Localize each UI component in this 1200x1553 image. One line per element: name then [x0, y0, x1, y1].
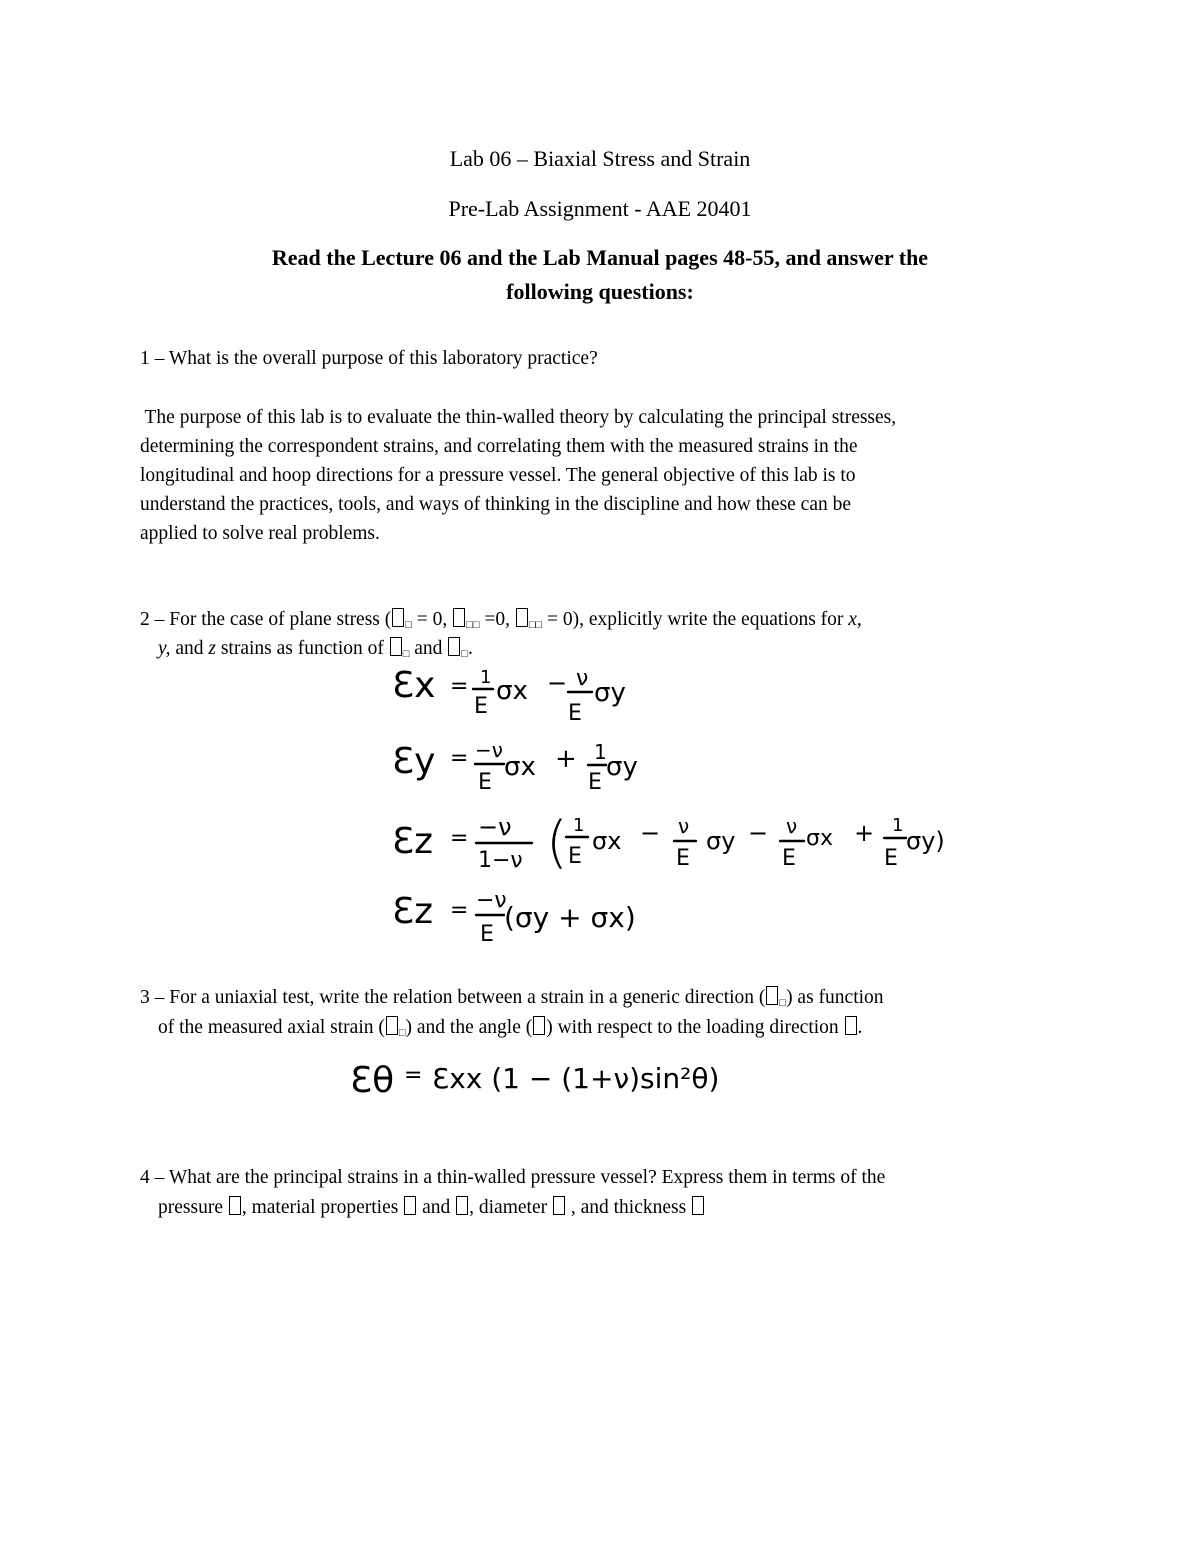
eq-num: −ν: [476, 888, 507, 913]
handwritten-equation-4: [392, 888, 636, 947]
missing-glyph-icon: [392, 608, 404, 627]
missing-glyph-icon: [453, 608, 465, 627]
eq-var: σx: [592, 827, 622, 855]
eq-den: E: [568, 844, 582, 869]
q2-text: = 0,: [411, 609, 453, 630]
q3-text: of the measured axial strain (: [158, 1017, 385, 1038]
eq-var: σy: [606, 752, 638, 782]
eq-body: (σy + σx): [504, 901, 636, 934]
q2-text: =0,: [479, 609, 515, 630]
eq-op: −: [547, 669, 568, 697]
eq-var: σy: [594, 678, 626, 708]
eq-sign: =: [450, 826, 469, 851]
missing-glyph-icon: □: [461, 648, 468, 660]
handwritten-equation-2: [392, 738, 638, 795]
instruction-text: [150, 241, 1050, 309]
eq-den: E: [782, 846, 796, 871]
eq-sign: =: [404, 1063, 423, 1088]
question-1: 1 – What is the overall purpose of this laboratory practice?: [140, 348, 598, 369]
missing-glyph-icon: [553, 1196, 565, 1215]
q2-text: .: [467, 638, 473, 659]
question-4-line-2: [158, 1193, 705, 1223]
question-3-line-2: [158, 1013, 862, 1048]
q3-text: ) as function: [786, 987, 884, 1008]
answer-1-line: determining the correspondent strains, and correlating them with the measured strains in the: [140, 436, 858, 457]
eq-num: 1: [480, 667, 492, 688]
instruction-line-2: following questions:: [506, 279, 694, 304]
answer-1-line: longitudinal and hoop directions for a pressure vessel. The general objective of this lab is to: [140, 465, 856, 486]
q3-text: .: [857, 1017, 863, 1038]
eq-num: ν: [786, 814, 798, 838]
handwritten-equation-1: [392, 665, 626, 726]
missing-glyph-icon: □: [398, 1027, 406, 1039]
answer-1-line: The purpose of this lab is to evaluate the thin-walled theory by calculating the principal stresses,: [140, 407, 897, 428]
eq-den: E: [884, 846, 898, 871]
eq-num: −ν: [478, 813, 512, 841]
eq-op: −: [640, 819, 661, 847]
document-subtitle: Pre-Lab Assignment - AAE 20401: [448, 196, 752, 221]
eq-den: E: [588, 770, 602, 795]
eq-sign: =: [450, 746, 469, 771]
eq-sign: =: [450, 898, 469, 923]
q2-var-y: y,: [158, 638, 171, 659]
eq-paren: (: [546, 810, 568, 875]
eq-var: σx: [504, 752, 536, 782]
missing-glyph-icon: [533, 1016, 545, 1035]
q2-text: and: [409, 638, 448, 659]
q2-var-x: x,: [848, 609, 862, 630]
answer-1-line: applied to solve real problems.: [140, 523, 380, 544]
q2-text: 2 – For the case of plane stress (: [140, 609, 392, 630]
q2-var-z: z: [208, 638, 216, 659]
eq-op: −: [748, 819, 769, 847]
eq-num: ν: [576, 666, 589, 691]
q4-text: , and thickness: [565, 1197, 692, 1218]
missing-glyph-icon: [386, 1016, 398, 1035]
missing-glyph-icon: □: [779, 997, 787, 1009]
handwritten-equation-3: [392, 810, 945, 875]
q4-text: and: [417, 1197, 456, 1218]
eq-lhs: Ɛθ: [350, 1060, 395, 1101]
q4-text: pressure: [158, 1197, 228, 1218]
eq-den: E: [480, 922, 494, 947]
missing-glyph-icon: [390, 637, 402, 656]
answer-1-line: understand the practices, tools, and ways of thinking in the discipline and how these can be: [140, 494, 852, 515]
eq-body: Ɛxx (1 − (1+ν)sin²θ): [432, 1062, 720, 1095]
q3-text: ) and the angle (: [405, 1017, 533, 1038]
q4-text: , diameter: [469, 1197, 552, 1218]
handwritten-equation-q3: [340, 1048, 720, 1118]
eq-var: σy): [906, 827, 945, 855]
eq-sign: =: [450, 674, 469, 699]
eq-num: 1: [573, 815, 585, 836]
missing-glyph-icon: [404, 1196, 416, 1215]
missing-glyph-icon: [845, 1016, 857, 1035]
missing-glyph-icon: [766, 986, 778, 1005]
q2-text: strains as function of: [215, 638, 389, 659]
answer-1: [140, 403, 1070, 548]
missing-glyph-icon: [456, 1196, 468, 1215]
eq-var: σy: [706, 827, 736, 855]
eq-den: E: [568, 701, 582, 726]
missing-glyph-icon: □□: [466, 619, 480, 631]
eq-num: 1: [892, 815, 904, 836]
missing-glyph-icon: □□: [528, 619, 543, 631]
q3-text: 3 – For a uniaxial test, write the relation between a strain in a generic direction (: [140, 987, 766, 1008]
eq-var: σx: [806, 826, 833, 851]
eq-num: 1: [594, 740, 607, 764]
q3-text: ) with respect to the loading direction: [546, 1017, 844, 1038]
eq-op: +: [854, 819, 875, 847]
missing-glyph-icon: □: [402, 648, 410, 660]
question-2-line-2: [158, 634, 473, 669]
missing-glyph-icon: [692, 1196, 704, 1215]
handwritten-equations-q2: [380, 665, 980, 955]
q4-text: , material properties: [241, 1197, 404, 1218]
eq-den: 1−ν: [478, 848, 523, 873]
q2-text: and: [170, 638, 209, 659]
eq-lhs: Ɛz: [392, 821, 434, 862]
eq-num: ν: [678, 814, 690, 838]
eq-num: −ν: [475, 738, 503, 762]
eq-var: σx: [496, 676, 528, 706]
instruction-line-1: Read the Lecture 06 and the Lab Manual pages 48-55, and answer the: [271, 245, 929, 270]
eq-lhs: Ɛx: [392, 665, 436, 706]
eq-den: E: [478, 770, 492, 795]
question-4-line-1: 4 – What are the principal strains in a thin-walled pressure vessel? Express them in terms of the: [140, 1167, 886, 1188]
q2-text: = 0), explicitly write the equations for: [542, 609, 849, 630]
missing-glyph-icon: [229, 1196, 241, 1215]
eq-op: +: [555, 744, 577, 774]
eq-lhs: Ɛz: [392, 891, 434, 932]
missing-glyph-icon: [448, 637, 460, 656]
missing-glyph-icon: □: [405, 619, 412, 631]
eq-den: E: [676, 846, 690, 871]
missing-glyph-icon: [516, 608, 528, 627]
document-title: Lab 06 – Biaxial Stress and Strain: [449, 146, 751, 171]
eq-den: E: [474, 694, 488, 719]
eq-lhs: Ɛy: [392, 741, 436, 782]
